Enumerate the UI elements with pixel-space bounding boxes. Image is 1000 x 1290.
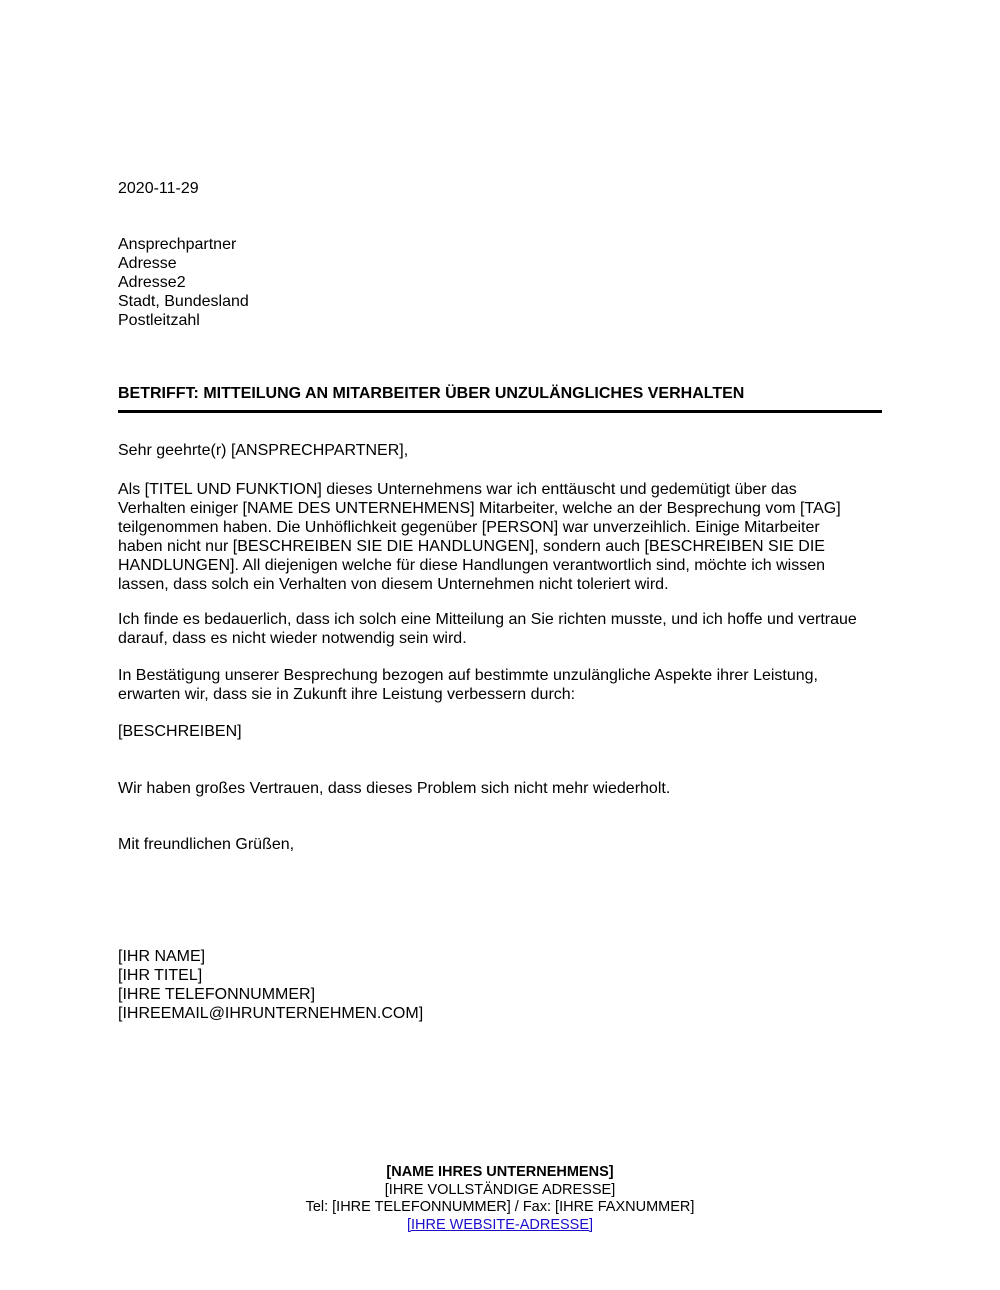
recipient-contact-person: Ansprechpartner (118, 236, 237, 253)
recipient-address-line-1: Adresse (118, 255, 177, 272)
signature-block (118, 947, 888, 1023)
subject-divider (118, 410, 882, 413)
paragraph-line: Verhalten einiger [NAME DES UNTERNEHMENS] Mitarbeiter, welche an der Besprechung vom [TAG] (118, 500, 841, 517)
describe-placeholder: [BESCHREIBEN] (118, 723, 242, 740)
recipient-address-block (118, 235, 888, 330)
body-paragraph-3 (118, 666, 888, 704)
date-text: 2020-11-29 (118, 180, 199, 197)
paragraph-line: haben nicht nur [BESCHREIBEN SIE DIE HANDLUNGEN], sondern auch [BESCHREIBEN SIE DIE (118, 538, 825, 555)
paragraph-line: In Bestätigung unserer Besprechung bezogen auf bestimmte unzulängliche Aspekte ihrer Leistung, (118, 667, 818, 684)
recipient-postal-code: Postleitzahl (118, 312, 200, 329)
recipient-city-state: Stadt, Bundesland (118, 293, 249, 310)
paragraph-line: HANDLUNGEN]. All diejenigen welche für diese Handlungen verantwortlich sind, möchte ich wissen (118, 557, 826, 574)
subject-line: BETRIFFT: MITTEILUNG AN MITARBEITER ÜBER UNZULÄNGLICHES VERHALTEN (118, 385, 745, 402)
paragraph-line: darauf, dass es nicht wieder notwendig sein wird. (118, 630, 467, 647)
paragraph-line: Als [TITEL UND FUNKTION] dieses Unternehmens war ich enttäuscht und gedemütigt über das (118, 481, 797, 498)
closing-phrase: Mit freundlichen Grüßen, (118, 836, 295, 853)
paragraph-line: Ich finde es bedauerlich, dass ich solch eine Mitteilung an Sie richten musste, und ich hoffe und vertraue (118, 611, 857, 628)
signature-phone: [IHRE TELEFONNUMMER] (118, 986, 316, 1003)
signature-email: [IHREEMAIL@IHRUNTERNEHMEN.COM] (118, 1005, 424, 1022)
paragraph-line: teilgenommen haben. Die Unhöflichkeit gegenüber [PERSON] war unverzeihlich. Einige Mitarbeiter (118, 519, 820, 536)
recipient-address-line-2: Adresse2 (118, 274, 186, 291)
signature-name: [IHR NAME] (118, 948, 206, 965)
footer-company-name: [NAME IHRES UNTERNEHMENS] (386, 1164, 614, 1180)
footer-website-link[interactable]: [IHRE WEBSITE-ADRESSE] (406, 1216, 594, 1233)
salutation: Sehr geehrte(r) [ANSPRECHPARTNER], (118, 442, 409, 459)
letter-date (118, 179, 888, 198)
body-paragraph-1 (118, 480, 888, 594)
confidence-statement: Wir haben großes Vertrauen, dass dieses Problem sich nicht mehr wiederholt. (118, 780, 671, 797)
footer-contact: Tel: [IHRE TELEFONNUMMER] / Fax: [IHRE FAXNUMMER] (305, 1199, 695, 1215)
body-paragraph-2 (118, 610, 888, 648)
paragraph-line: lassen, dass solch ein Verhalten von diesem Unternehmen nicht toleriert wird. (118, 576, 669, 593)
signature-title: [IHR TITEL] (118, 967, 203, 984)
letterhead-footer (0, 1164, 1000, 1234)
footer-address: [IHRE VOLLSTÄNDIGE ADRESSE] (384, 1181, 616, 1198)
paragraph-line: erwarten wir, dass sie in Zukunft ihre Leistung verbessern durch: (118, 686, 576, 703)
